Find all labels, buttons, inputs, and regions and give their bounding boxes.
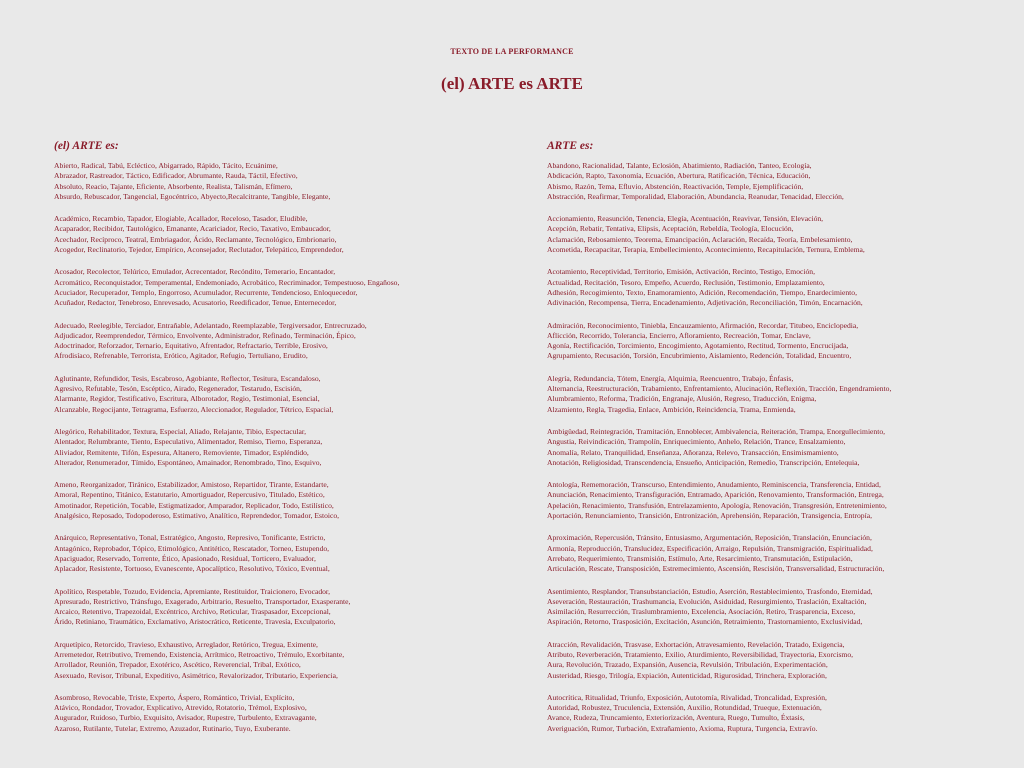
left-column-heading: (el) ARTE es: <box>54 140 119 152</box>
right-paragraph <box>547 533 987 574</box>
text-line: Aplacador, Resistente, Tortuoso, Evanescente, Apocalíptico, Resolutivo, Tóxico, Eventual, <box>54 564 330 574</box>
left-paragraph <box>54 480 499 521</box>
text-line: Acuñador, Redactor, Tenebroso, Enrevesado, Acusatorio, Reedificador, Tenue, Enternecedor, <box>54 298 337 308</box>
left-column <box>54 140 499 746</box>
text-line: Asexuado, Revisor, Tribunal, Expeditivo, Asimétrico, Revalorizador, Tributario, Experiencia, <box>54 670 338 680</box>
text-line: Adoctrinador, Reforzador, Ternario, Equitativo, Afrentador, Refractario, Terrible, Erosivo, <box>54 341 328 351</box>
right-paragraph <box>547 214 987 255</box>
text-line: Angustia, Reivindicación, Trampolín, Enriquecimiento, Anhelo, Relación, Trance, Ensalzamiento, <box>547 437 846 447</box>
text-line: Amotinador, Repetición, Tocable, Estigmatizador, Amparador, Replicador, Todo, Estilístico, <box>54 500 334 510</box>
text-line: Antología, Rememoración, Transcurso, Entendimiento, Anudamiento, Reminiscencia, Transferencia, Entidad, <box>547 480 881 490</box>
text-line: Abandono, Racionalidad, Talante, Eclosión, Abatimiento, Radiación, Tanteo, Ecología, <box>547 161 812 170</box>
text-line: Acechador, Recíproco, Teatral, Embriagador, Ácido, Reclamante, Tecnológico, Embrionario, <box>54 234 337 244</box>
text-line: Abierto, Radical, Tabú, Ecléctico, Abigarrado, Rápido, Tácito, Ecuánime, <box>54 161 278 170</box>
text-line: Arrollador, Reunión, Trepador, Exotérico, Ascético, Reverencial, Tribal, Exótico, <box>54 660 301 670</box>
text-line: Armonía, Reproducción, Translucidez, Especificación, Arraigo, Repulsión, Transmigración, Espiritualidad, <box>547 543 873 553</box>
text-line: Atávico, Rondador, Trovador, Explicativo, Atrevido, Rotatorio, Trémol, Explosivo, <box>54 703 307 713</box>
text-line: Apresurado, Restrictivo, Tránsfugo, Exagerado, Arbitrario, Resuelto, Transportador, Exasperante, <box>54 596 351 606</box>
text-line: Aliviador, Remitente, Tifón, Espesura, Altanero, Removiente, Timador, Espléndido, <box>54 447 309 457</box>
text-line: Anotación, Religiosidad, Transcendencia, Ensueño, Anticipación, Remedio, Transcripción, Entelequia, <box>547 457 860 467</box>
document-kicker: TEXTO DE LA PERFORMANCE <box>450 47 574 56</box>
text-line: Adivinación, Recompensa, Tierra, Encadenamiento, Adjetivación, Reconciliación, Timón, Encarnación, <box>547 298 863 308</box>
text-line: Aglutinante, Refundidor, Tesis, Escabroso, Agobiante, Reflector, Tesitura, Escandaloso, <box>54 373 321 383</box>
text-line: Apaciguador, Reservado, Torrente, Ético, Apasionado, Residual, Torticero, Evaluador, <box>54 553 316 563</box>
right-column-heading: ARTE es: <box>547 140 594 152</box>
right-paragraph <box>547 267 987 308</box>
text-line: Ambigüedad, Reintegración, Tramitación, Ennoblecer, Ambivalencia, Reiteración, Trampa, Enorgullecimiento, <box>547 426 886 436</box>
text-line: Aflicción, Recorrido, Tolerancia, Encierro, Afloramiento, Recreación, Tomar, Enclave, <box>547 330 811 340</box>
text-line: Autoridad, Robustez, Truculencia, Extensión, Auxilio, Rotundidad, Trueque, Extenuación, <box>547 703 822 713</box>
text-line: Acometida, Recapacitar, Terapia, Embellecimiento, Acontecimiento, Recapitulación, Ternura, Emblema, <box>547 245 865 255</box>
left-paragraph <box>54 321 499 362</box>
text-line: Augurador, Ruidoso, Turbio, Exquisito, Avisador, Rupestre, Turbulento, Extravagante, <box>54 713 317 723</box>
text-line: Aportación, Renunciamiento, Transición, Entronización, Aprehensión, Reparación, Transigencia, Entropía, <box>547 511 872 521</box>
text-line: Aura, Revolución, Trazado, Expansión, Ausencia, Revulsión, Tribulación, Experimentación, <box>547 660 828 670</box>
text-line: Anunciación, Renacimiento, Transfiguración, Entramado, Aparición, Renovamiento, Transformación, Entrega, <box>547 490 884 500</box>
text-line: Analgésico, Reposado, Todopoderoso, Estimativo, Analítico, Reprendedor, Tomador, Estoico, <box>54 511 340 521</box>
text-line: Acromático, Reconquistador, Temperamental, Endemoniado, Acrobático, Recriminador, Tempestuoso, Engañoso, <box>54 277 400 287</box>
text-line: Amoral, Repentino, Titánico, Estatutario, Amortiguador, Repercusivo, Titulado, Estético, <box>54 490 325 500</box>
text-line: Aproximación, Repercusión, Tránsito, Entusiasmo, Argumentación, Reposición, Translación, Enunciación, <box>547 533 872 543</box>
text-line: Abdicación, Rapto, Taxonomía, Ecuación, Abertura, Ratificación, Técnica, Educación, <box>547 171 811 181</box>
text-line: Arquetípico, Retorcido, Travieso, Exhaustivo, Arreglador, Retórico, Tregua, Eximente, <box>54 639 318 649</box>
right-paragraph <box>547 480 987 521</box>
text-line: Alentador, Relumbrante, Tiento, Especulativo, Alimentador, Remiso, Tierno, Esperanza, <box>54 437 323 447</box>
text-line: Aseveración, Restauración, Trashumancia, Evolución, Asiduidad, Resurgimiento, Traslación, Exaltación, <box>547 596 867 606</box>
text-line: Ameno, Reorganizador, Tiránico, Estabilizador, Amistoso, Repartidor, Tirante, Estandarte, <box>54 480 329 490</box>
text-line: Alumbramiento, Reforma, Tradición, Engranaje, Alusión, Regreso, Traducción, Enigma, <box>547 394 817 404</box>
left-paragraph <box>54 374 499 415</box>
text-line: Abrazador, Rastreador, Táctico, Edificador, Abrumante, Rauda, Táctil, Efectivo, <box>54 171 298 181</box>
right-paragraph <box>547 640 987 681</box>
left-paragraph <box>54 640 499 681</box>
text-line: Asimilación, Resurrección, Traslumbramiento, Excelencia, Asociación, Retiro, Trasparencia, Exceso, <box>547 607 856 617</box>
text-line: Absoluto, Reacio, Tajante, Eficiente, Absorbente, Realista, Talismán, Efímero, <box>54 181 293 191</box>
text-line: Arrebato, Requerimiento, Transmisión, Estímulo, Arte, Resarcimiento, Transmutación, Estipulación, <box>547 553 853 563</box>
right-paragraph <box>547 321 987 362</box>
text-line: Atracción, Revalidación, Trasvase, Exhortación, Atravesamiento, Revelación, Tratado, Exigencia, <box>547 639 845 649</box>
text-line: Atributo, Reverberación, Tratamiento, Exilio, Aturdimiento, Reversibilidad, Trayectoria, Exorcismo, <box>547 649 854 659</box>
text-line: Acosador, Recolector, Telúrico, Emulador, Acrecentador, Recóndito, Temerario, Encantador, <box>54 267 336 277</box>
text-line: Autocrítica, Ritualidad, Triunfo, Exposición, Autotomía, Rivalidad, Troncalidad, Expresión, <box>547 692 827 702</box>
text-line: Absurdo, Rebuscador, Tangencial, Egocéntrico, Abyecto,Recalcitrante, Tangible, Elegante, <box>54 191 331 201</box>
text-line: Austeridad, Riesgo, Trilogía, Expiación, Autenticidad, Rigurosidad, Trinchera, Exploración, <box>547 670 827 680</box>
left-paragraph <box>54 427 499 468</box>
text-line: Asombroso, Revocable, Triste, Experto, Áspero, Romántico, Trivial, Explícito, <box>54 692 295 702</box>
text-line: Anárquico, Representativo, Tonal, Estratégico, Angosto, Represivo, Tonificante, Estricto, <box>54 533 326 543</box>
text-line: Actualidad, Recitación, Tesoro, Empeño, Acuerdo, Reclusión, Testimonio, Emplazamiento, <box>547 277 825 287</box>
text-line: Articulación, Rescate, Transposición, Estremecimiento, Ascensión, Rescisión, Transversalidad, Estructuración, <box>547 564 885 574</box>
left-paragraph <box>54 161 499 202</box>
text-line: Abismo, Razón, Tema, Efluvio, Abstención, Reactivación, Temple, Ejemplificación, <box>547 181 804 191</box>
document-title: (el) ARTE es ARTE <box>441 74 583 93</box>
text-line: Acuciador, Recuperador, Templo, Engorroso, Acumulador, Recurrente, Tendencioso, Enloquecedor, <box>54 287 358 297</box>
left-paragraph <box>54 267 499 308</box>
right-column <box>547 140 987 746</box>
text-line: Alterador, Renumerador, Tímido, Espontáneo, Amainador, Renombrado, Tino, Esquivo, <box>54 457 322 467</box>
text-line: Anomalía, Relato, Tranquilidad, Enseñanza, Añoranza, Relevo, Transacción, Ensimismamiento, <box>547 447 839 457</box>
text-line: Averiguación, Rumor, Turbación, Extrañamiento, Axioma, Ruptura, Turgencia, Extravío. <box>547 723 818 733</box>
text-line: Adjudicador, Reemprendedor, Térmico, Envolvente, Administrador, Refinado, Terminación, Épico, <box>54 330 356 340</box>
text-line: Apelación, Renacimiento, Transfusión, Entrelazamiento, Apología, Renovación, Transgresión, Entretenimiento, <box>547 500 887 510</box>
text-line: Arremetedor, Retributivo, Tremendo, Existencia, Arrítmico, Retroactivo, Trémulo, Exorbitante, <box>54 649 345 659</box>
text-line: Agrupamiento, Recusación, Torsión, Encubrimiento, Aislamiento, Redención, Totalidad, Encuentro, <box>547 351 852 361</box>
right-paragraph <box>547 374 987 415</box>
text-line: Acepción, Rebatir, Tentativa, Elipsis, Aceptación, Rebeldía, Teología, Elocución, <box>547 224 794 234</box>
text-line: Alegórico, Rehabilitador, Textura, Especial, Aliado, Relajante, Tibio, Espectacular, <box>54 426 306 436</box>
text-line: Asentimiento, Resplandor, Transubstanciación, Estudio, Aserción, Restablecimiento, Trasfondo, Eternidad, <box>547 586 873 596</box>
right-paragraph <box>547 693 987 734</box>
right-paragraph <box>547 427 987 468</box>
text-line: Árido, Retiniano, Traumático, Exclamativo, Aristocrático, Reticente, Travesía, Exculpatorio, <box>54 617 336 627</box>
text-line: Admiración, Reconocimiento, Tiniebla, Encauzamiento, Afirmación, Recordar, Titubeo, Enciclopedia, <box>547 320 859 330</box>
left-paragraph <box>54 693 499 734</box>
text-line: Apolítico, Respetable, Tozudo, Evidencia, Apremiante, Restituidor, Traicionero, Evocador, <box>54 586 331 596</box>
text-line: Avance, Rudeza, Truncamiento, Exteriorización, Aventura, Ruego, Tumulto, Éxtasis, <box>547 713 805 723</box>
text-line: Acogedor, Reclinatorio, Tejedor, Empírico, Aconsejador, Reclutador, Telepático, Emprendedor, <box>54 245 344 255</box>
text-line: Accionamiento, Reasunción, Tenencia, Elegía, Acentuación, Reavivar, Tensión, Elevación, <box>547 214 824 224</box>
text-line: Adecuado, Reelegible, Terciador, Entrañable, Adelantado, Reemplazable, Tergiversador, Entrecruzado, <box>54 320 367 330</box>
left-paragraph <box>54 214 499 255</box>
text-line: Agresivo, Refutable, Tesón, Escéptico, Airado, Regenerador, Testarudo, Escisión, <box>54 384 302 394</box>
text-line: Acotamiento, Receptividad, Territorio, Emisión, Activación, Recinto, Testigo, Emoción, <box>547 267 815 277</box>
left-paragraph <box>54 587 499 628</box>
text-line: Alegría, Redundancia, Tótem, Energía, Alquimia, Reencuentro, Trabajo, Énfasis, <box>547 373 794 383</box>
text-line: Alzamiento, Regla, Tragedia, Enlace, Ambición, Reincidencia, Trama, Enmienda, <box>547 404 796 414</box>
text-line: Alcanzable, Regocijante, Tetragrama, Esfuerzo, Aleccionador, Regulador, Tétrico, Espacial, <box>54 404 334 414</box>
text-line: Acaparador, Recibidor, Tautológico, Emanante, Acariciador, Recio, Taxativo, Embaucador, <box>54 224 331 234</box>
text-line: Adhesión, Recogimiento, Texto, Enamoramiento, Adición, Recomendación, Tiempo, Enardecimiento, <box>547 287 857 297</box>
text-line: Afrodisíaco, Refrenable, Terrorista, Erótico, Agitador, Refugio, Tertuliano, Erudito, <box>54 351 308 361</box>
text-line: Alarmante, Regidor, Testificativo, Escritura, Alborotador, Regio, Testimonial, Esencial, <box>54 394 320 404</box>
right-paragraph <box>547 587 987 628</box>
text-line: Azaroso, Rutilante, Tutelar, Extremo, Azuzador, Rutinario, Tuyo, Exuberante. <box>54 723 291 733</box>
text-line: Abstracción, Reafirmar, Temporalidad, Elaboración, Abundancia, Reanudar, Tenacidad, Elección, <box>547 191 844 201</box>
text-line: Antagónico, Reprobador, Tópico, Etimológico, Antitético, Rescatador, Torneo, Estupendo, <box>54 543 330 553</box>
text-line: Académico, Recambio, Tapador, Elogiable, Acallador, Receloso, Tasador, Eludible, <box>54 214 308 224</box>
right-paragraph <box>547 161 987 202</box>
text-line: Aspiración, Retorno, Trasposición, Excitación, Asunción, Retraimiento, Trastornamiento, Exclusividad, <box>547 617 863 627</box>
text-line: Aclamación, Rebosamiento, Teorema, Emancipación, Aclaración, Recaída, Teoría, Embelesamiento, <box>547 234 853 244</box>
left-paragraph <box>54 533 499 574</box>
text-line: Alternancia, Reestructuración, Trabamiento, Enfrentamiento, Alucinación, Reflexión, Tracción, Engendramiento, <box>547 384 892 394</box>
text-line: Arcaico, Retentivo, Trapezoidal, Excéntrico, Archivo, Reticular, Traspasador, Excepcional, <box>54 607 331 617</box>
text-line: Agonía, Rectificación, Torcimiento, Encogimiento, Agotamiento, Rectitud, Tormento, Encrucijada, <box>547 341 849 351</box>
